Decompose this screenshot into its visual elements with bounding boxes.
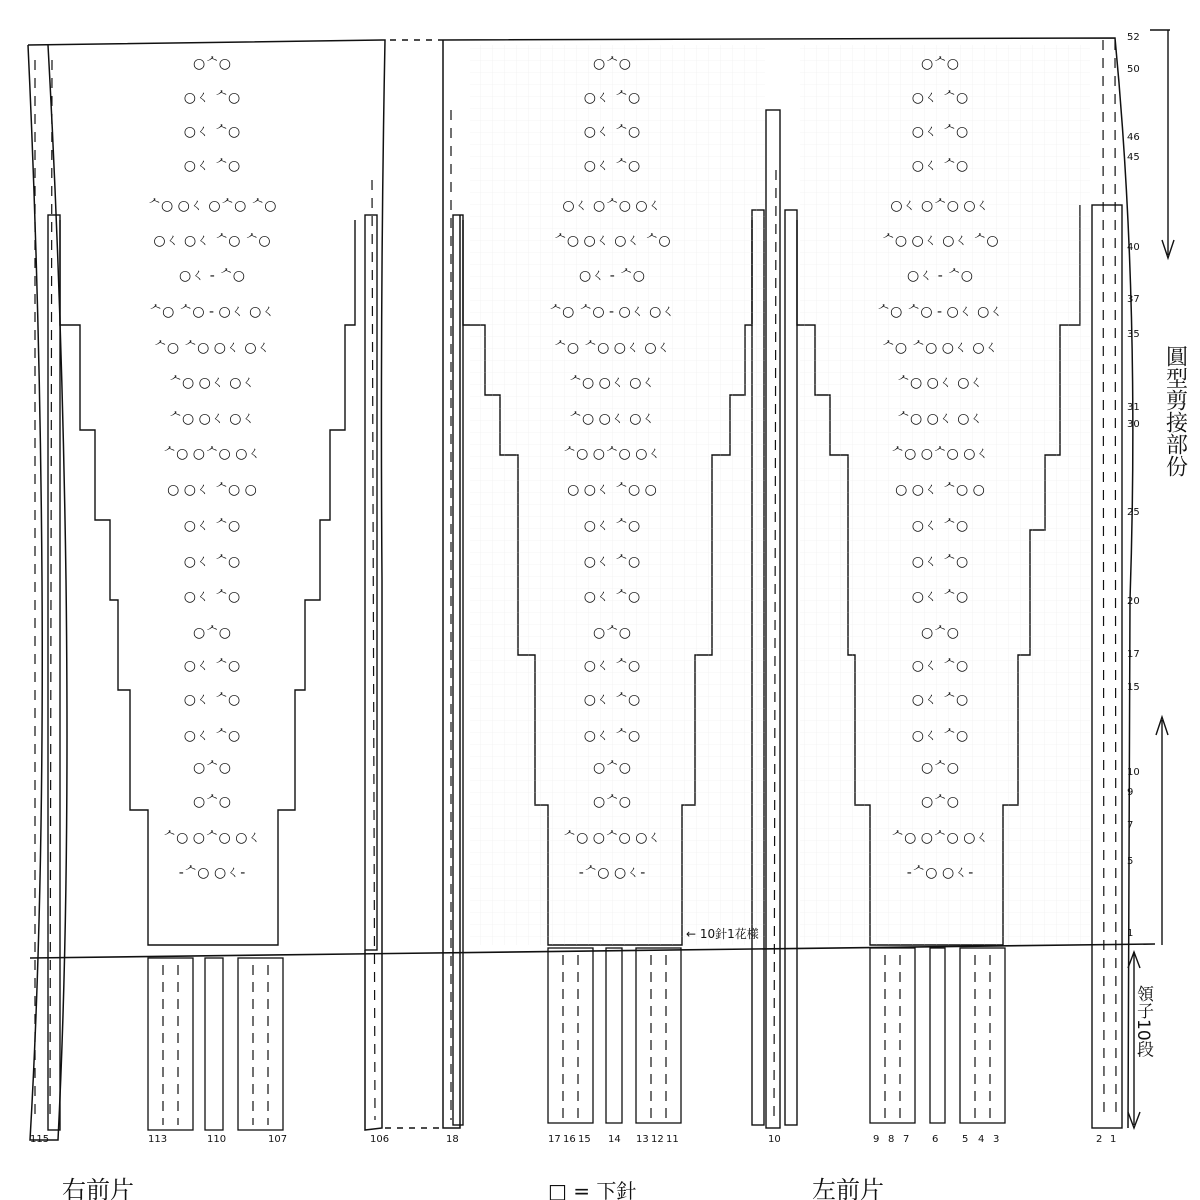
- stitch-number: 5: [962, 1134, 969, 1145]
- row-number: 9: [1127, 787, 1134, 798]
- left_front-symbol-row: ○ㄑ ᄉ○: [911, 692, 969, 708]
- left_front-symbol-row: ᄉ○ ○ᄉ○ ○ㄑ: [890, 830, 990, 846]
- row-number: 25: [1127, 507, 1140, 518]
- left_front-symbol-row: ○ㄑ ᄉ○: [911, 728, 969, 744]
- right_front-symbol-row: ○ㄑ ᄉ○: [183, 518, 241, 534]
- right_front-symbol-row: ○ᄉ○: [193, 794, 231, 810]
- right_front-symbol-row: ○ㄑ ᄉ○: [183, 554, 241, 570]
- back-symbol-row: ○ㄑ ᄉ○: [583, 554, 641, 570]
- lower-arrow: [1156, 717, 1168, 945]
- right_front-symbol-row: ᄉ○ ᄉ○ ○ㄑ ○ㄑ: [153, 340, 271, 356]
- right_front-symbol-row: ○ ○ㄑ ᄉ○ ○: [167, 482, 257, 498]
- stitch-number: 8: [888, 1134, 895, 1145]
- pattern-note: ← 10針1花樣: [686, 927, 759, 941]
- row-number: 37: [1127, 294, 1140, 305]
- row-number: 7: [1127, 820, 1134, 831]
- stitch-number: 110: [207, 1134, 227, 1145]
- right_front-symbol-row: ○ㄑ ᄉ○: [183, 692, 241, 708]
- stitch-number: 17: [548, 1134, 561, 1145]
- back-symbol-row: -ᄉ○ ○ㄑ-: [578, 865, 646, 881]
- stitch-numbers: [30, 1134, 1116, 1145]
- back-symbol-row: ○ㄑ - ᄉ○: [579, 268, 645, 284]
- right_front-symbol-row: ○ㄑ ᄉ○: [183, 158, 241, 174]
- stitch-number: 14: [608, 1134, 621, 1145]
- right_front-symbol-row: -ᄉ○ ○ㄑ-: [178, 865, 246, 881]
- row-number: 17: [1127, 649, 1140, 660]
- back-symbol-row: ○ᄉ○: [593, 56, 631, 72]
- row-number: 15: [1127, 682, 1140, 693]
- left_front-symbol-row: ○ㄑ ᄉ○: [911, 518, 969, 534]
- left_front-symbol-row: ○ᄉ○: [921, 760, 959, 776]
- right_front-symbol-row: ○ㄑ ᄉ○: [183, 589, 241, 605]
- back-symbol-row: ○ㄑ ᄉ○: [583, 158, 641, 174]
- back-symbol-row: ○ᄉ○: [593, 625, 631, 641]
- left_front-symbol-row: ○ㄑ ᄉ○: [911, 658, 969, 674]
- stitch-number: 3: [993, 1134, 1000, 1145]
- left_front-symbol-row: ᄉ○ ᄉ○ ○ㄑ ○ㄑ: [881, 340, 999, 356]
- left_front-symbol-row: -ᄉ○ ○ㄑ-: [906, 865, 974, 881]
- back-symbol-row: ○ᄉ○: [593, 760, 631, 776]
- back-symbol-row: ○ㄑ ᄉ○: [583, 728, 641, 744]
- back-symbol-row: ○ᄉ○: [593, 794, 631, 810]
- left_front-symbol-row: ○ㄑ ᄉ○: [911, 124, 969, 140]
- back-symbol-row: ○ㄑ ᄉ○: [583, 90, 641, 106]
- row-number: 20: [1127, 596, 1140, 607]
- back-symbol-row: ○ㄑ ᄉ○: [583, 124, 641, 140]
- legend-text: □ = 下針: [548, 1179, 637, 1200]
- right_front-symbol-row: ○ㄑ ᄉ○: [183, 658, 241, 674]
- stitch-number: 12: [651, 1134, 664, 1145]
- right_front-symbol-row: ○ᄉ○: [193, 760, 231, 776]
- right_front-symbol-row: ○ᄉ○: [193, 56, 231, 72]
- stitch-number: 4: [978, 1134, 985, 1145]
- right_front-symbol-row: ᄉ○ ᄉ○ - ○ㄑ ○ㄑ: [148, 304, 276, 320]
- back-symbol-row: ○ㄑ ᄉ○: [583, 518, 641, 534]
- right_front-symbol-row: ○ㄑ ᄉ○: [183, 124, 241, 140]
- back-symbol-row: ○ ○ㄑ ᄉ○ ○: [567, 482, 657, 498]
- row-number: 35: [1127, 329, 1140, 340]
- row-number: 46: [1127, 132, 1140, 143]
- stitch-number: 18: [446, 1134, 459, 1145]
- left_front-symbol-row: ○ㄑ - ᄉ○: [907, 268, 973, 284]
- stitch-number: 15: [578, 1134, 591, 1145]
- right_front-symbol-row: ᄉ○ ○ᄉ○ ○ㄑ: [162, 830, 262, 846]
- row-number: 40: [1127, 242, 1140, 253]
- left_front-symbol-row: ○ㄑ ○ᄉ○ ○ㄑ: [890, 198, 990, 214]
- left_front-symbol-row: ○ᄉ○: [921, 794, 959, 810]
- left_front-symbol-row: ○ᄉ○: [921, 625, 959, 641]
- raglan-label: 圓型剪接部份: [1162, 345, 1188, 477]
- stitch-number: 11: [666, 1134, 679, 1145]
- stitch-number: 106: [370, 1134, 390, 1145]
- back-symbol-row: ○ㄑ ᄉ○: [583, 692, 641, 708]
- row-number: 1: [1127, 928, 1134, 939]
- left_front-symbol-row: ᄉ○ ○ㄑ ○ㄑ: [896, 411, 984, 427]
- left_front-symbol-row: ᄉ○ ᄉ○ - ○ㄑ ○ㄑ: [876, 304, 1004, 320]
- back-symbol-row: ᄉ○ ○ㄑ ○ㄑ: [568, 375, 656, 391]
- row-number: 30: [1127, 419, 1140, 430]
- right_front-symbol-row: ○ㄑ ᄉ○: [183, 90, 241, 106]
- stitch-number: 1: [1110, 1134, 1117, 1145]
- right_front-symbol-row: ᄉ○ ○ᄉ○ ○ㄑ: [162, 446, 262, 462]
- collar-ribbing: [148, 948, 1005, 1130]
- right_front-symbol-row: ᄉ○ ○ㄑ ○ㄑ: [168, 375, 256, 391]
- left_front-symbol-row: ○ㄑ ᄉ○: [911, 158, 969, 174]
- row-number: 52: [1127, 32, 1140, 43]
- back-symbol-row: ᄉ○ ᄉ○ ○ㄑ ○ㄑ: [553, 340, 671, 356]
- row-number: 50: [1127, 64, 1140, 75]
- left-front-title: 左前片: [812, 1176, 884, 1200]
- right_front-symbol-row: ○ᄉ○: [193, 625, 231, 641]
- stitch-number: 2: [1096, 1134, 1103, 1145]
- left_front-symbol-row: ᄉ○ ○ㄑ ○ㄑ: [896, 375, 984, 391]
- left_front-symbol-row: ○ㄑ ᄉ○: [911, 90, 969, 106]
- right_front-symbol-row: ○ㄑ ○ㄑ ᄉ○ ᄉ○: [153, 233, 271, 249]
- left_front-symbol-row: ○ ○ㄑ ᄉ○ ○: [895, 482, 985, 498]
- left_front-symbol-row: ○ㄑ ᄉ○: [911, 589, 969, 605]
- back-symbol-row: ᄉ○ ○ᄉ○ ○ㄑ: [562, 830, 662, 846]
- row-number: 10: [1127, 767, 1140, 778]
- stitch-number: 10: [768, 1134, 781, 1145]
- back-symbol-row: ○ㄑ ᄉ○: [583, 589, 641, 605]
- back-symbol-row: ○ㄑ ᄉ○: [583, 658, 641, 674]
- left_front-symbol-row: ᄉ○ ○ᄉ○ ○ㄑ: [890, 446, 990, 462]
- left_front-symbol-row: ○ᄉ○: [921, 56, 959, 72]
- back-symbol-row: ᄉ○ ○ㄑ ○ㄑ ᄉ○: [553, 233, 671, 249]
- stitch-number: 6: [932, 1134, 939, 1145]
- right_front-symbol-row: ○ㄑ ᄉ○: [183, 728, 241, 744]
- neck-label: 領子10段: [1133, 985, 1153, 1058]
- stitch-number: 115: [30, 1134, 50, 1145]
- right_front-symbol-row: ᄉ○ ○ㄑ ○ㄑ: [168, 411, 256, 427]
- back-symbol-row: ᄉ○ ○ᄉ○ ○ㄑ: [562, 446, 662, 462]
- right_front-symbol-row: ᄉ○ ○ㄑ ○ᄉ○ ᄉ○: [147, 198, 277, 214]
- stitch-number: 13: [636, 1134, 649, 1145]
- stitch-number: 107: [268, 1134, 288, 1145]
- row-number: 45: [1127, 152, 1140, 163]
- stitch-number: 113: [148, 1134, 168, 1145]
- raglan-arrow: [1150, 30, 1174, 258]
- stitch-number: 7: [903, 1134, 910, 1145]
- left_front-symbol-row: ○ㄑ ᄉ○: [911, 554, 969, 570]
- stitch-number: 16: [563, 1134, 576, 1145]
- row-number: 31: [1127, 402, 1140, 413]
- right_front-symbol-row: ○ㄑ - ᄉ○: [179, 268, 245, 284]
- left_front-symbol-row: ᄉ○ ○ㄑ ○ㄑ ᄉ○: [881, 233, 999, 249]
- back-symbol-row: ᄉ○ ○ㄑ ○ㄑ: [568, 411, 656, 427]
- back-symbol-row: ○ㄑ ○ᄉ○ ○ㄑ: [562, 198, 662, 214]
- back-symbol-row: ᄉ○ ᄉ○ - ○ㄑ ○ㄑ: [548, 304, 676, 320]
- row-number: 5: [1127, 856, 1134, 867]
- stitch-number: 9: [873, 1134, 880, 1145]
- right-front-title: 右前片: [62, 1176, 134, 1200]
